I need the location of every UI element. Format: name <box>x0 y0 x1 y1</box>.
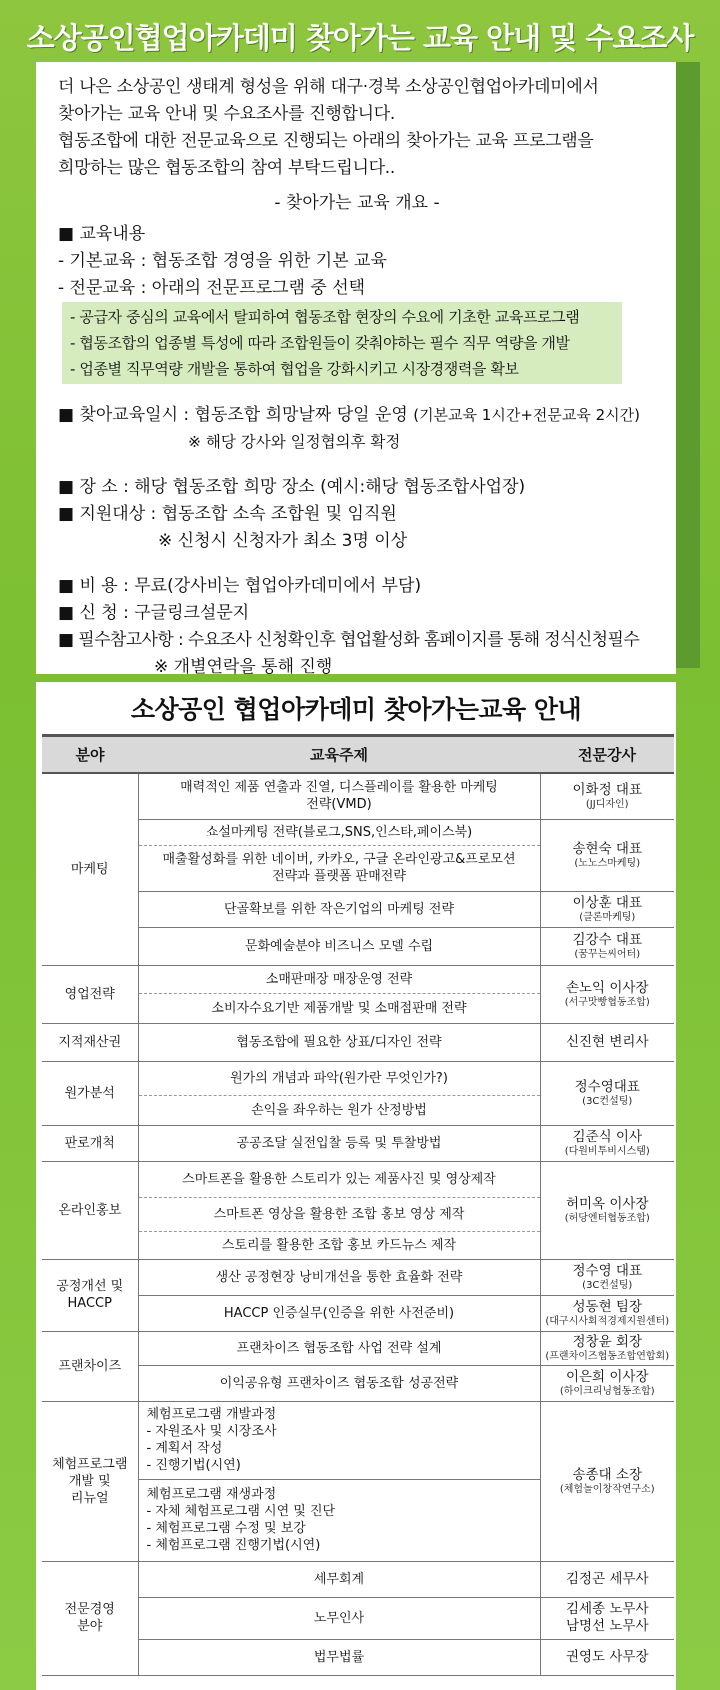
topic-cell: 노무인사 <box>138 1597 540 1639</box>
table-row <box>42 1023 674 1061</box>
apply-line: ■ 신 청 : 구글링크설문지 <box>58 603 250 623</box>
table-header-row <box>42 736 674 774</box>
category-cell: 영업전략 <box>42 965 138 1023</box>
topic-cell: 매출활성화를 위한 네이버, 카카오, 구글 온라인광고&프로모션 전략과 플랫폼 판매전략 <box>138 845 540 891</box>
header-field: 분야 <box>42 736 138 774</box>
topic-cell: 생산 공정현장 낭비개선을 통한 효율화 전략 <box>138 1259 540 1295</box>
topic-cell: 체험프로그램 개발과정 - 자원조사 및 시장조사 - 계획서 작성 - 진행기법(시연) <box>138 1401 540 1479</box>
instructor-cell: 손노익 이사장 (서구맛빵협동조합) <box>540 965 674 1023</box>
topic-cell: 스마트폰을 활용한 스토리가 있는 제품사진 및 영상제작 <box>138 1161 540 1197</box>
table-row <box>42 1161 674 1197</box>
instructor-cell: 이상훈 대표 (클론마케팅) <box>540 891 674 927</box>
table-row <box>42 1401 674 1479</box>
instructor-cell: 성동현 팀장 (대구시사회적경제지원센터) <box>540 1295 674 1331</box>
target-line: ■ 지원대상 : 협동조합 소속 조합원 및 임직원 <box>58 504 397 524</box>
topic-cell: 이익공유형 프랜차이즈 협동조합 성공전략 <box>138 1365 540 1401</box>
highlight-item: - 협동조합의 업종별 특성에 따라 조합원들이 갖춰야하는 필수 직무 역량을 개발 <box>70 334 570 352</box>
highlight-item: - 업종별 직무역량 개발을 통하여 협업을 강화시키고 시장경쟁력을 확보 <box>70 360 519 378</box>
instructor-cell: 정창윤 회장 (프랜차이즈협동조합연합회) <box>540 1331 674 1365</box>
topic-cell: HACCP 인증실무(인증을 위한 사전준비) <box>138 1295 540 1331</box>
topic-cell: 문화예술분야 비즈니스 모델 수립 <box>138 927 540 965</box>
category-cell: 프랜차이즈 <box>42 1331 138 1401</box>
advanced-education: - 전문교육 : 아래의 전문프로그램 중 선택 <box>58 278 366 298</box>
intro-line: 희망하는 많은 협동조합의 참여 부탁드립니다.. <box>58 158 395 178</box>
intro-line: 찾아가는 교육 안내 및 수요조사를 진행합니다. <box>58 104 395 124</box>
topic-cell: 스마트폰 영상을 활용한 조합 홍보 영상 제작 <box>138 1197 540 1231</box>
highlight-item: - 공급자 중심의 교육에서 탈피하여 협동조합 현장의 수요에 기초한 교육프로그램 <box>70 308 580 326</box>
instructor-cell: 허미옥 이사장 (허당엔터협동조합) <box>540 1161 674 1259</box>
instructor-cell: 송종대 소장 (체험놀이창작연구소) <box>540 1401 674 1561</box>
table-row <box>42 1259 674 1295</box>
page-title: 소상공인협업아카데미 찾아가는 교육 안내 및 수요조사 <box>26 20 694 55</box>
instructor-cell: 김준식 이사 (다원비투비시스템) <box>540 1125 674 1161</box>
topic-cell: 쇼설마케팅 전략(블로그,SNS,인스타,페이스북) <box>138 819 540 845</box>
category-cell: 전문경영 분야 <box>42 1561 138 1675</box>
table-title: 소상공인 협업아카데미 찾아가는교육 안내 <box>130 695 582 724</box>
topic-cell: 체험프로그램 재생과정 - 자체 체험프로그램 시연 및 진단 - 체험프로그램 수정 및 보강 - 체험프로그램 진행기법(시연) <box>138 1479 540 1561</box>
program-table <box>42 734 674 1676</box>
topic-cell: 매력적인 제품 연출과 진열, 디스플레이를 활용한 마케팅 전략(VMD) <box>138 773 540 819</box>
table-row <box>42 1561 674 1597</box>
schedule-line <box>58 402 656 429</box>
category-cell: 원가분석 <box>42 1061 138 1125</box>
table-row <box>42 1331 674 1365</box>
category-cell: 온라인홍보 <box>42 1161 138 1259</box>
instructor-cell: 송현숙 대표 (노노스마케팅) <box>540 819 674 891</box>
topic-cell: 프랜차이즈 협동조합 사업 전략 설계 <box>138 1331 540 1365</box>
instructor-cell: 이화정 대표 (JJ디자인) <box>540 773 674 819</box>
topic-cell: 손익을 좌우하는 원가 산정방법 <box>138 1095 540 1125</box>
category-cell: 공정개선 및 HACCP <box>42 1259 138 1331</box>
program-sheet <box>36 682 676 1690</box>
instructor-cell: 정수영 대표 (3C컨설팅) <box>540 1259 674 1295</box>
instructor-cell: 권영도 사무장 <box>540 1639 674 1675</box>
instructor-cell: 정수영대표 (3C컨설팅) <box>540 1061 674 1125</box>
schedule-sub: ※ 해당 강사와 일정협의후 확정 <box>188 433 401 451</box>
required-sub: ※ 개별연락을 통해 진행 <box>154 657 333 677</box>
topic-cell: 공공조달 실전입찰 등록 및 투찰방법 <box>138 1125 540 1161</box>
category-cell: 마케팅 <box>42 773 138 965</box>
instructor-cell: 김세종 노무사 남명선 노무사 <box>540 1597 674 1639</box>
topic-cell: 원가의 개념과 파악(원가란 무엇인가?) <box>138 1061 540 1095</box>
instructor-cell: 신진현 변리사 <box>540 1023 674 1061</box>
category-cell: 지적재산권 <box>42 1023 138 1061</box>
target-sub: ※ 신청시 신청자가 최소 3명 이상 <box>158 531 408 551</box>
intro-line: 더 나은 소상공인 생태계 형성을 위해 대구·경북 소상공인협업아카데미에서 <box>58 77 599 97</box>
notice-panel <box>36 62 676 677</box>
header-instructor: 전문강사 <box>540 736 674 774</box>
topic-cell: 소매판매장 매장운영 전략 <box>138 965 540 993</box>
topic-cell: 스토리를 활용한 조합 홍보 카드뉴스 제작 <box>138 1231 540 1259</box>
basic-education: - 기본교육 : 협동조합 경영을 위한 기본 교육 <box>58 251 387 271</box>
content-heading: ■ 교육내용 <box>58 224 146 244</box>
header-topic: 교육주제 <box>138 736 540 774</box>
instructor-cell: 이은희 이사장 (하이크리닝협동조합) <box>540 1365 674 1401</box>
schedule-note: (기본교육 1시간+전문교육 2시간) <box>413 406 640 424</box>
table-row <box>42 965 674 993</box>
topic-cell: 세무회계 <box>138 1561 540 1597</box>
instructor-cell: 김정곤 세무사 <box>540 1561 674 1597</box>
topic-cell: 단골확보를 위한 작은기업의 마케팅 전략 <box>138 891 540 927</box>
intro-line: 협동조합에 대한 전문교육으로 진행되는 아래의 찾아가는 교육 프로그램을 <box>58 131 594 151</box>
intro-text <box>58 74 656 182</box>
category-cell: 판로개척 <box>42 1125 138 1161</box>
schedule-text: ■ 찾아교육일시 : 협동조합 희망날짜 당일 운영 <box>58 405 408 425</box>
place-line: ■ 장 소 : 해당 협동조합 희망 장소 (예시:해당 협동조합사업장) <box>58 477 526 497</box>
required-line: ■ 필수참고사항 : 수요조사 신청확인후 협업활성화 홈페이지를 통해 정식신청필수 <box>58 630 640 650</box>
instructor-cell: 김강수 대표 (꿈꾸는씨어터) <box>540 927 674 965</box>
table-row <box>42 1061 674 1095</box>
topic-cell: 협동조합에 필요한 상표/디자인 전략 <box>138 1023 540 1061</box>
table-row <box>42 1125 674 1161</box>
category-cell: 체험프로그램 개발 및 리뉴얼 <box>42 1401 138 1561</box>
table-row <box>42 773 674 819</box>
topic-cell: 법무법률 <box>138 1639 540 1675</box>
overview-title: - 찾아가는 교육 개요 - <box>274 193 440 213</box>
highlight-box <box>62 302 622 384</box>
cost-line: ■ 비 용 : 무료(강사비는 협업아카데미에서 부담) <box>58 576 422 596</box>
topic-cell: 소비자수요기반 제품개발 및 소매점판매 전략 <box>138 993 540 1023</box>
